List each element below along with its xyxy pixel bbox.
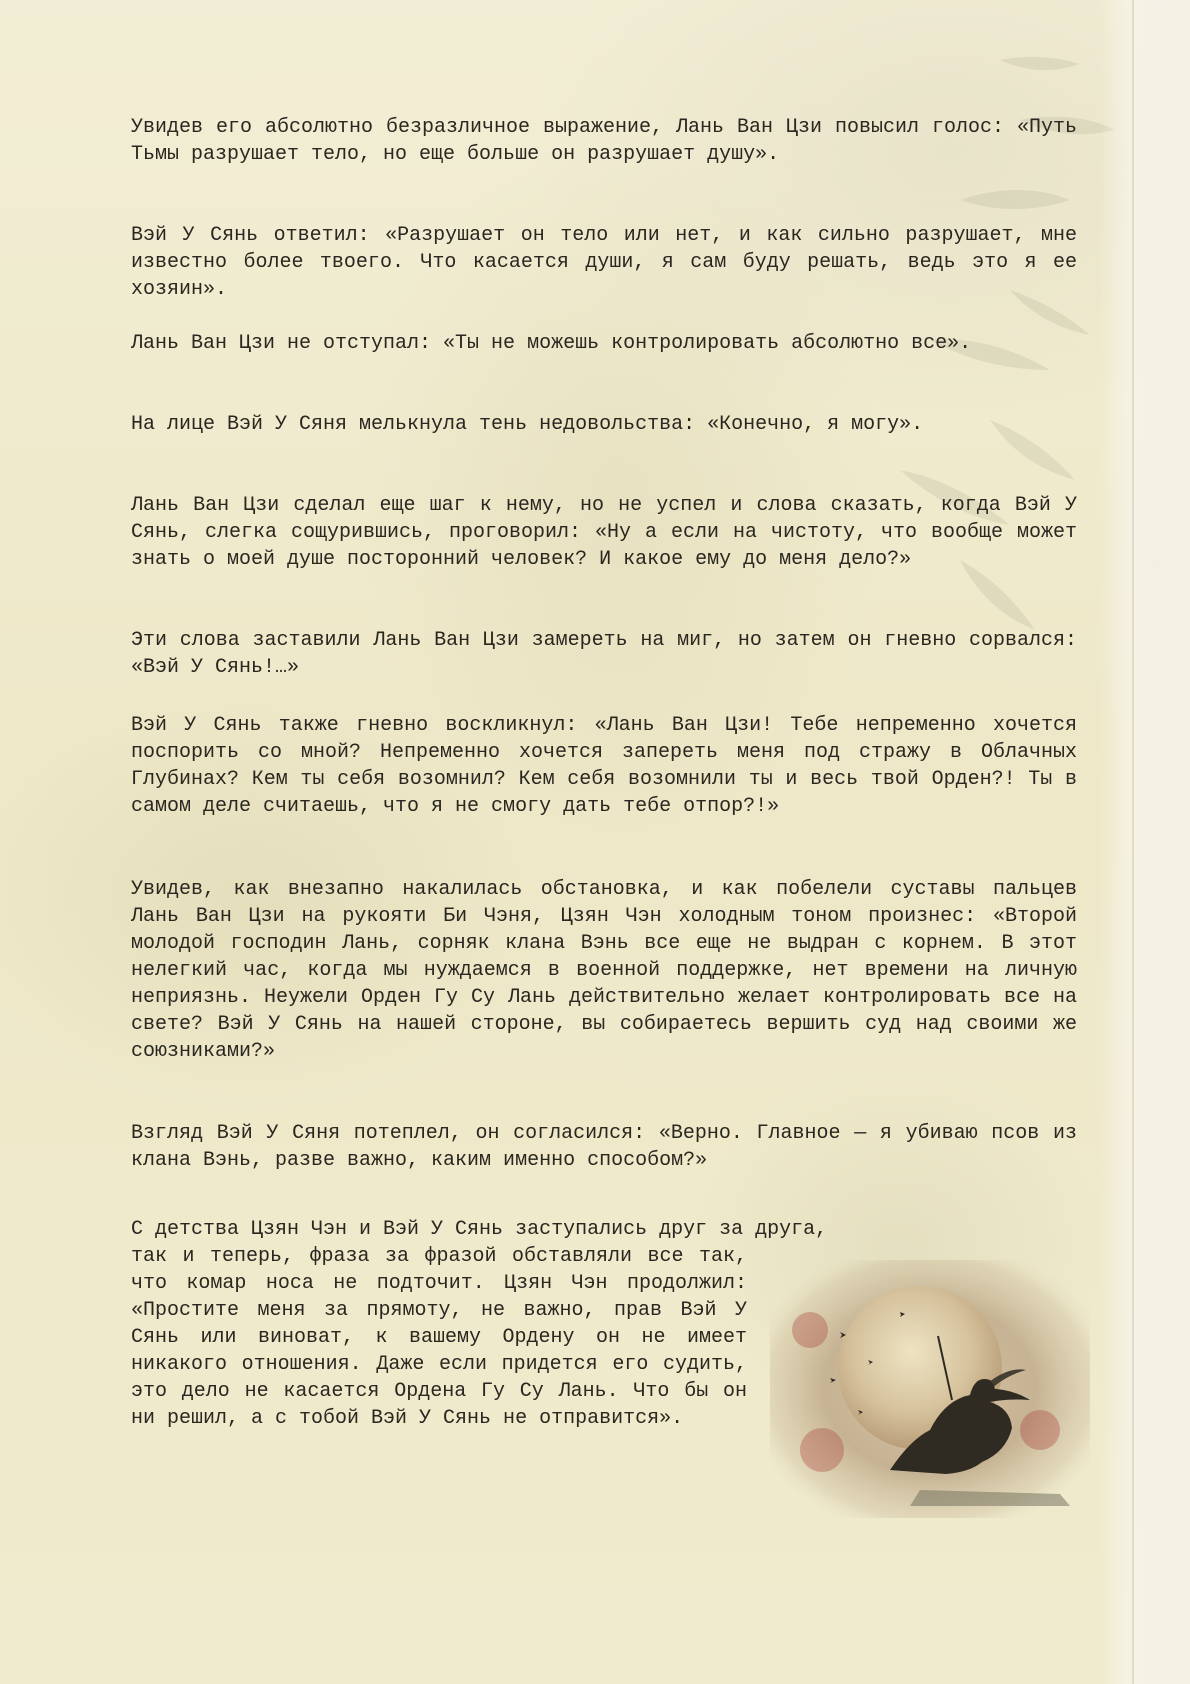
paragraph-5: Лань Ван Цзи сделал еще шаг к нему, но не успел и слова сказать, когда Вэй У Сянь, слегка сощурившись, проговорил: «Ну а если на чистоту, что вообще может знать о моей душе посторонний человек? И какое ему до меня дело?» [131, 494, 1077, 571]
moon-silhouette-illustration [770, 1260, 1090, 1518]
page-edge-shading [1100, 0, 1190, 1684]
paragraph-4: На лице Вэй У Сяня мелькнула тень недовольства: «Конечно, я могу». [131, 413, 924, 436]
paragraph-7: Вэй У Сянь также гневно воскликнул: «Лань Ван Цзи! Тебе непременно хочется поспорить со мной? Непременно хочется запереть меня под стражу в Облачных Глубинах? Кем ты себя возомнил? Кем себя возомнили ты и весь твой Орден?! Ты в самом деле считаешь, что я не смогу дать тебе отпор?!» [131, 714, 1077, 818]
paragraph-2: Вэй У Сянь ответил: «Разрушает он тело или нет, и как сильно разрушает, мне известно более твоего. Что касается души, я сам буду решать, ведь это я ее хозяин». [131, 224, 1077, 301]
paragraph-6: Эти слова заставили Лань Ван Цзи замереть на миг, но затем он гневно сорвался: «Вэй У Сянь!…» [131, 629, 1077, 679]
paragraph-10-first-line: С детства Цзян Чэн и Вэй У Сянь заступались друг за друга, [131, 1218, 828, 1241]
page-edge-line [1132, 0, 1134, 1684]
paragraph-8: Увидев, как внезапно накалилась обстановка, и как побелели суставы пальцев Лань Ван Цзи на рукояти Би Чэня, Цзян Чэн холодным тоном произнес: «Второй молодой господин Лань, сорняк клана Вэнь все еще не выдран с корнем. В этот нелегкий час, когда мы нуждаемся в военной поддержке, нет времени на личную неприязнь. Неужели Орден Гу Су Лань действительно желает контролировать все на свете? Вэй У Сянь на нашей стороне, вы собираетесь вершить суд над своими же союзниками?» [131, 878, 1077, 1063]
paragraph-10-rest: так и теперь, фраза за фразой обставляли все так, что комар носа не подточит. Цзян Чэн продолжил: «Простите меня за прямоту, не важно, прав Вэй У Сянь или виноват, к вашему Ордену он не имеет никакого отношения. Даже если придется его судить, это дело не касается Ордена Гу Су Лань. Что бы он ни решил, а с тобой Вэй У Сянь не отправится». [131, 1245, 747, 1430]
paragraph-1: Увидев его абсолютно безразличное выражение, Лань Ван Цзи повысил голос: «Путь Тьмы разрушает тело, но еще больше он разрушает душу». [131, 116, 1077, 166]
paragraph-3: Лань Ван Цзи не отступал: «Ты не можешь контролировать абсолютно все». [131, 332, 972, 355]
paragraph-9: Взгляд Вэй У Сяня потеплел, он согласился: «Верно. Главное — я убиваю псов из клана Вэнь, разве важно, каким именно способом?» [131, 1122, 1077, 1172]
